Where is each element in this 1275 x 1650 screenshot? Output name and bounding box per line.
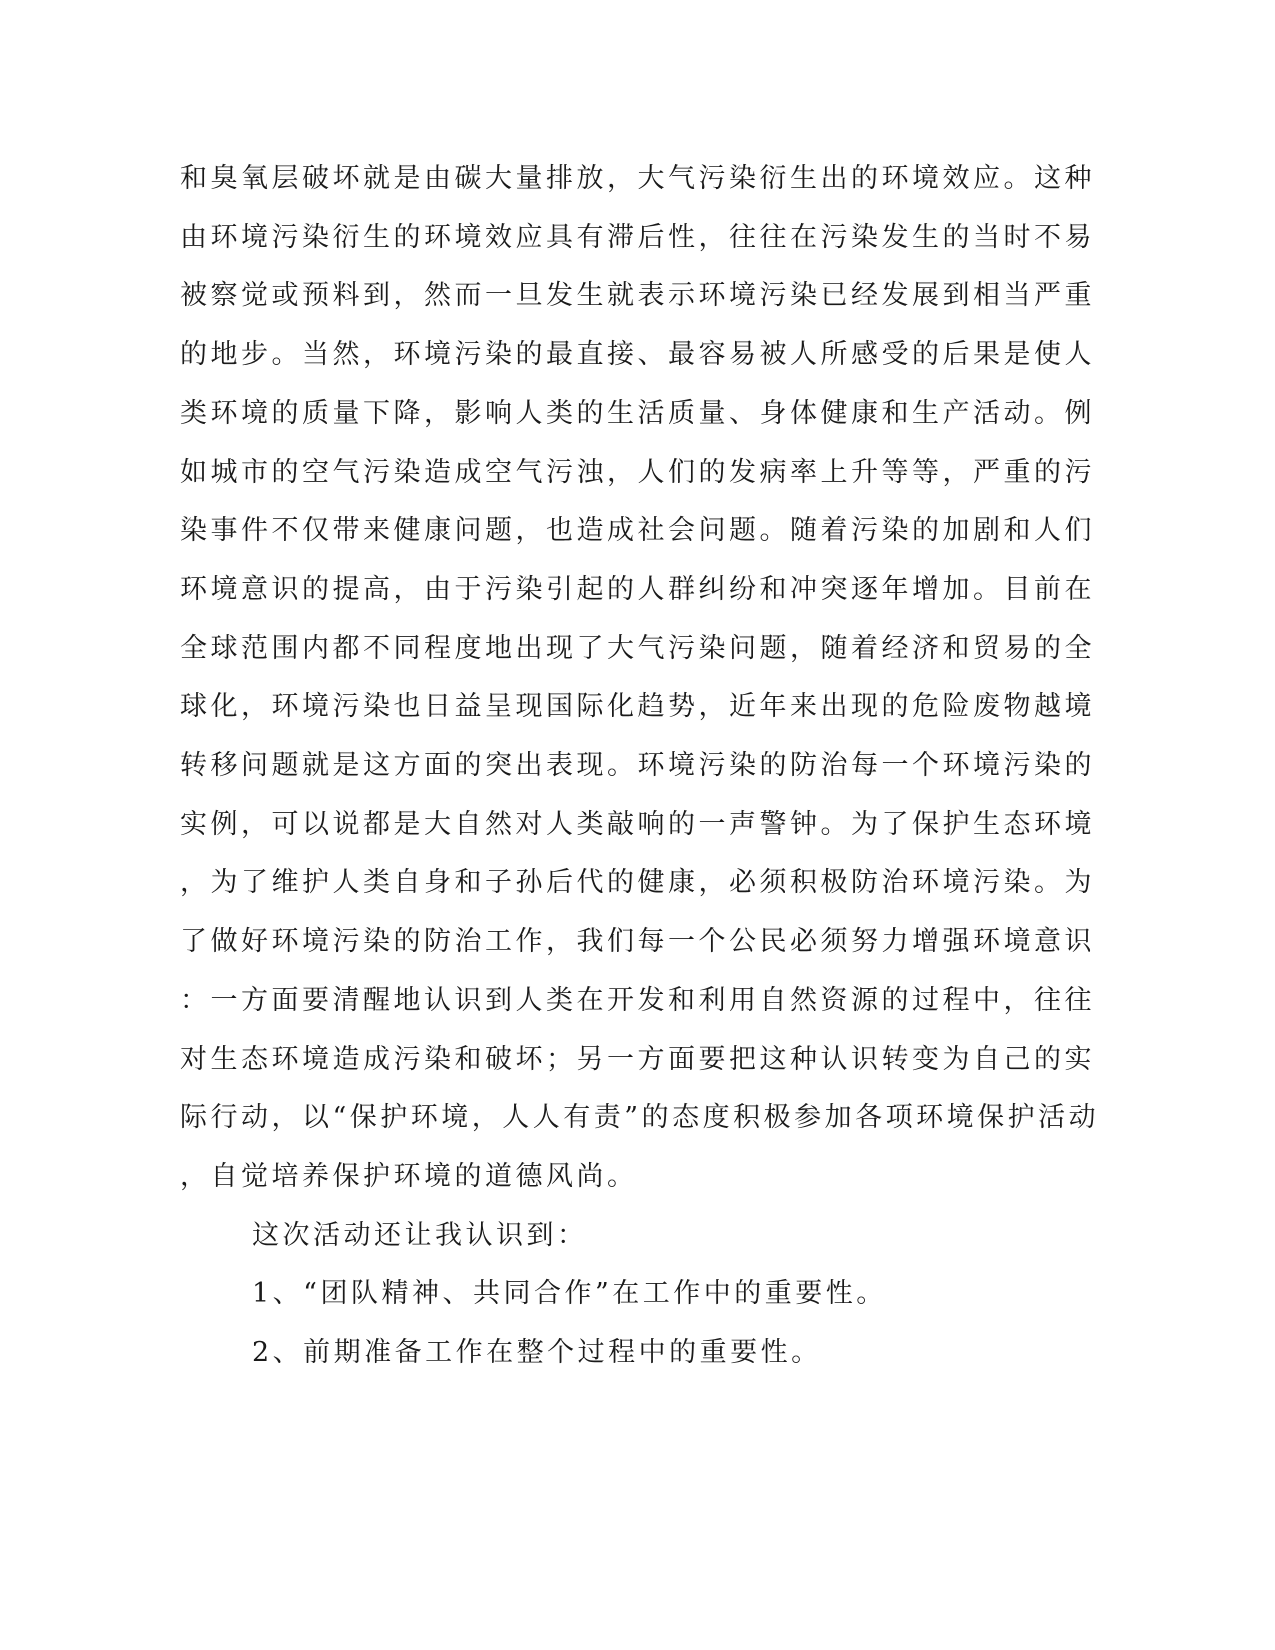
paragraph-line: 由环境污染衍生的环境效应具有滞后性，往往在污染发生的当时不易 bbox=[180, 221, 1095, 253]
paragraph-line: 被察觉或预料到，然而一旦发生就表示环境污染已经发展到相当严重 bbox=[180, 280, 1095, 312]
paragraph-line: 转移问题就是这方面的突出表现。环境污染的防治每一个环境污染的 bbox=[180, 750, 1095, 782]
paragraph-line: 和臭氧层破坏就是由碳大量排放，大气污染衍生出的环境效应。这种 bbox=[180, 163, 1095, 194]
paragraph-line: 球化，环境污染也日益呈现国际化趋势，近年来出现的危险废物越境 bbox=[180, 691, 1095, 723]
main-paragraph bbox=[180, 150, 1100, 1207]
document-page bbox=[180, 150, 1100, 1383]
paragraph-line: 的地步。当然，环境污染的最直接、最容易被人所感受的后果是使人 bbox=[180, 339, 1095, 371]
list-item: 2、前期准备工作在整个过程中的重要性。 bbox=[252, 1337, 822, 1369]
paragraph-line: 了做好环境污染的防治工作，我们每一个公民必须努力增强环境意识 bbox=[180, 926, 1095, 958]
paragraph-line: 染事件不仅带来健康问题，也造成社会问题。随着污染的加剧和人们 bbox=[180, 515, 1095, 547]
paragraph-line: 全球范围内都不同程度地出现了大气污染问题，随着经济和贸易的全 bbox=[180, 632, 1095, 664]
paragraph-line: 环境意识的提高，由于污染引起的人群纠纷和冲突逐年增加。目前在 bbox=[180, 573, 1095, 605]
paragraph-line: 实例，可以说都是大自然对人类敲响的一声警钟。为了保护生态环境 bbox=[180, 808, 1095, 840]
paragraph-line: ：一方面要清醒地认识到人类在开发和利用自然资源的过程中，往往 bbox=[180, 984, 1095, 1016]
paragraph-line: ，自觉培养保护环境的道德风尚。 bbox=[180, 1160, 638, 1192]
paragraph-line: ，为了维护人类自身和子孙后代的健康，必须积极防治环境污染。为 bbox=[180, 867, 1095, 899]
intro-line: 这次活动还让我认识到： bbox=[252, 1219, 588, 1251]
paragraph-line: 对生态环境造成污染和破坏；另一方面要把这种认识转变为自己的实 bbox=[180, 1043, 1095, 1075]
list-item: 1、“团队精神、共同合作”在工作中的重要性。 bbox=[252, 1278, 887, 1310]
paragraph-line: 类环境的质量下降，影响人类的生活质量、身体健康和生产活动。例 bbox=[180, 397, 1095, 429]
paragraph-line: 如城市的空气污染造成空气污浊，人们的发病率上升等等，严重的污 bbox=[180, 456, 1095, 488]
paragraph-line: 际行动，以“保护环境，人人有责”的态度积极参加各项环境保护活动 bbox=[180, 1102, 1100, 1134]
